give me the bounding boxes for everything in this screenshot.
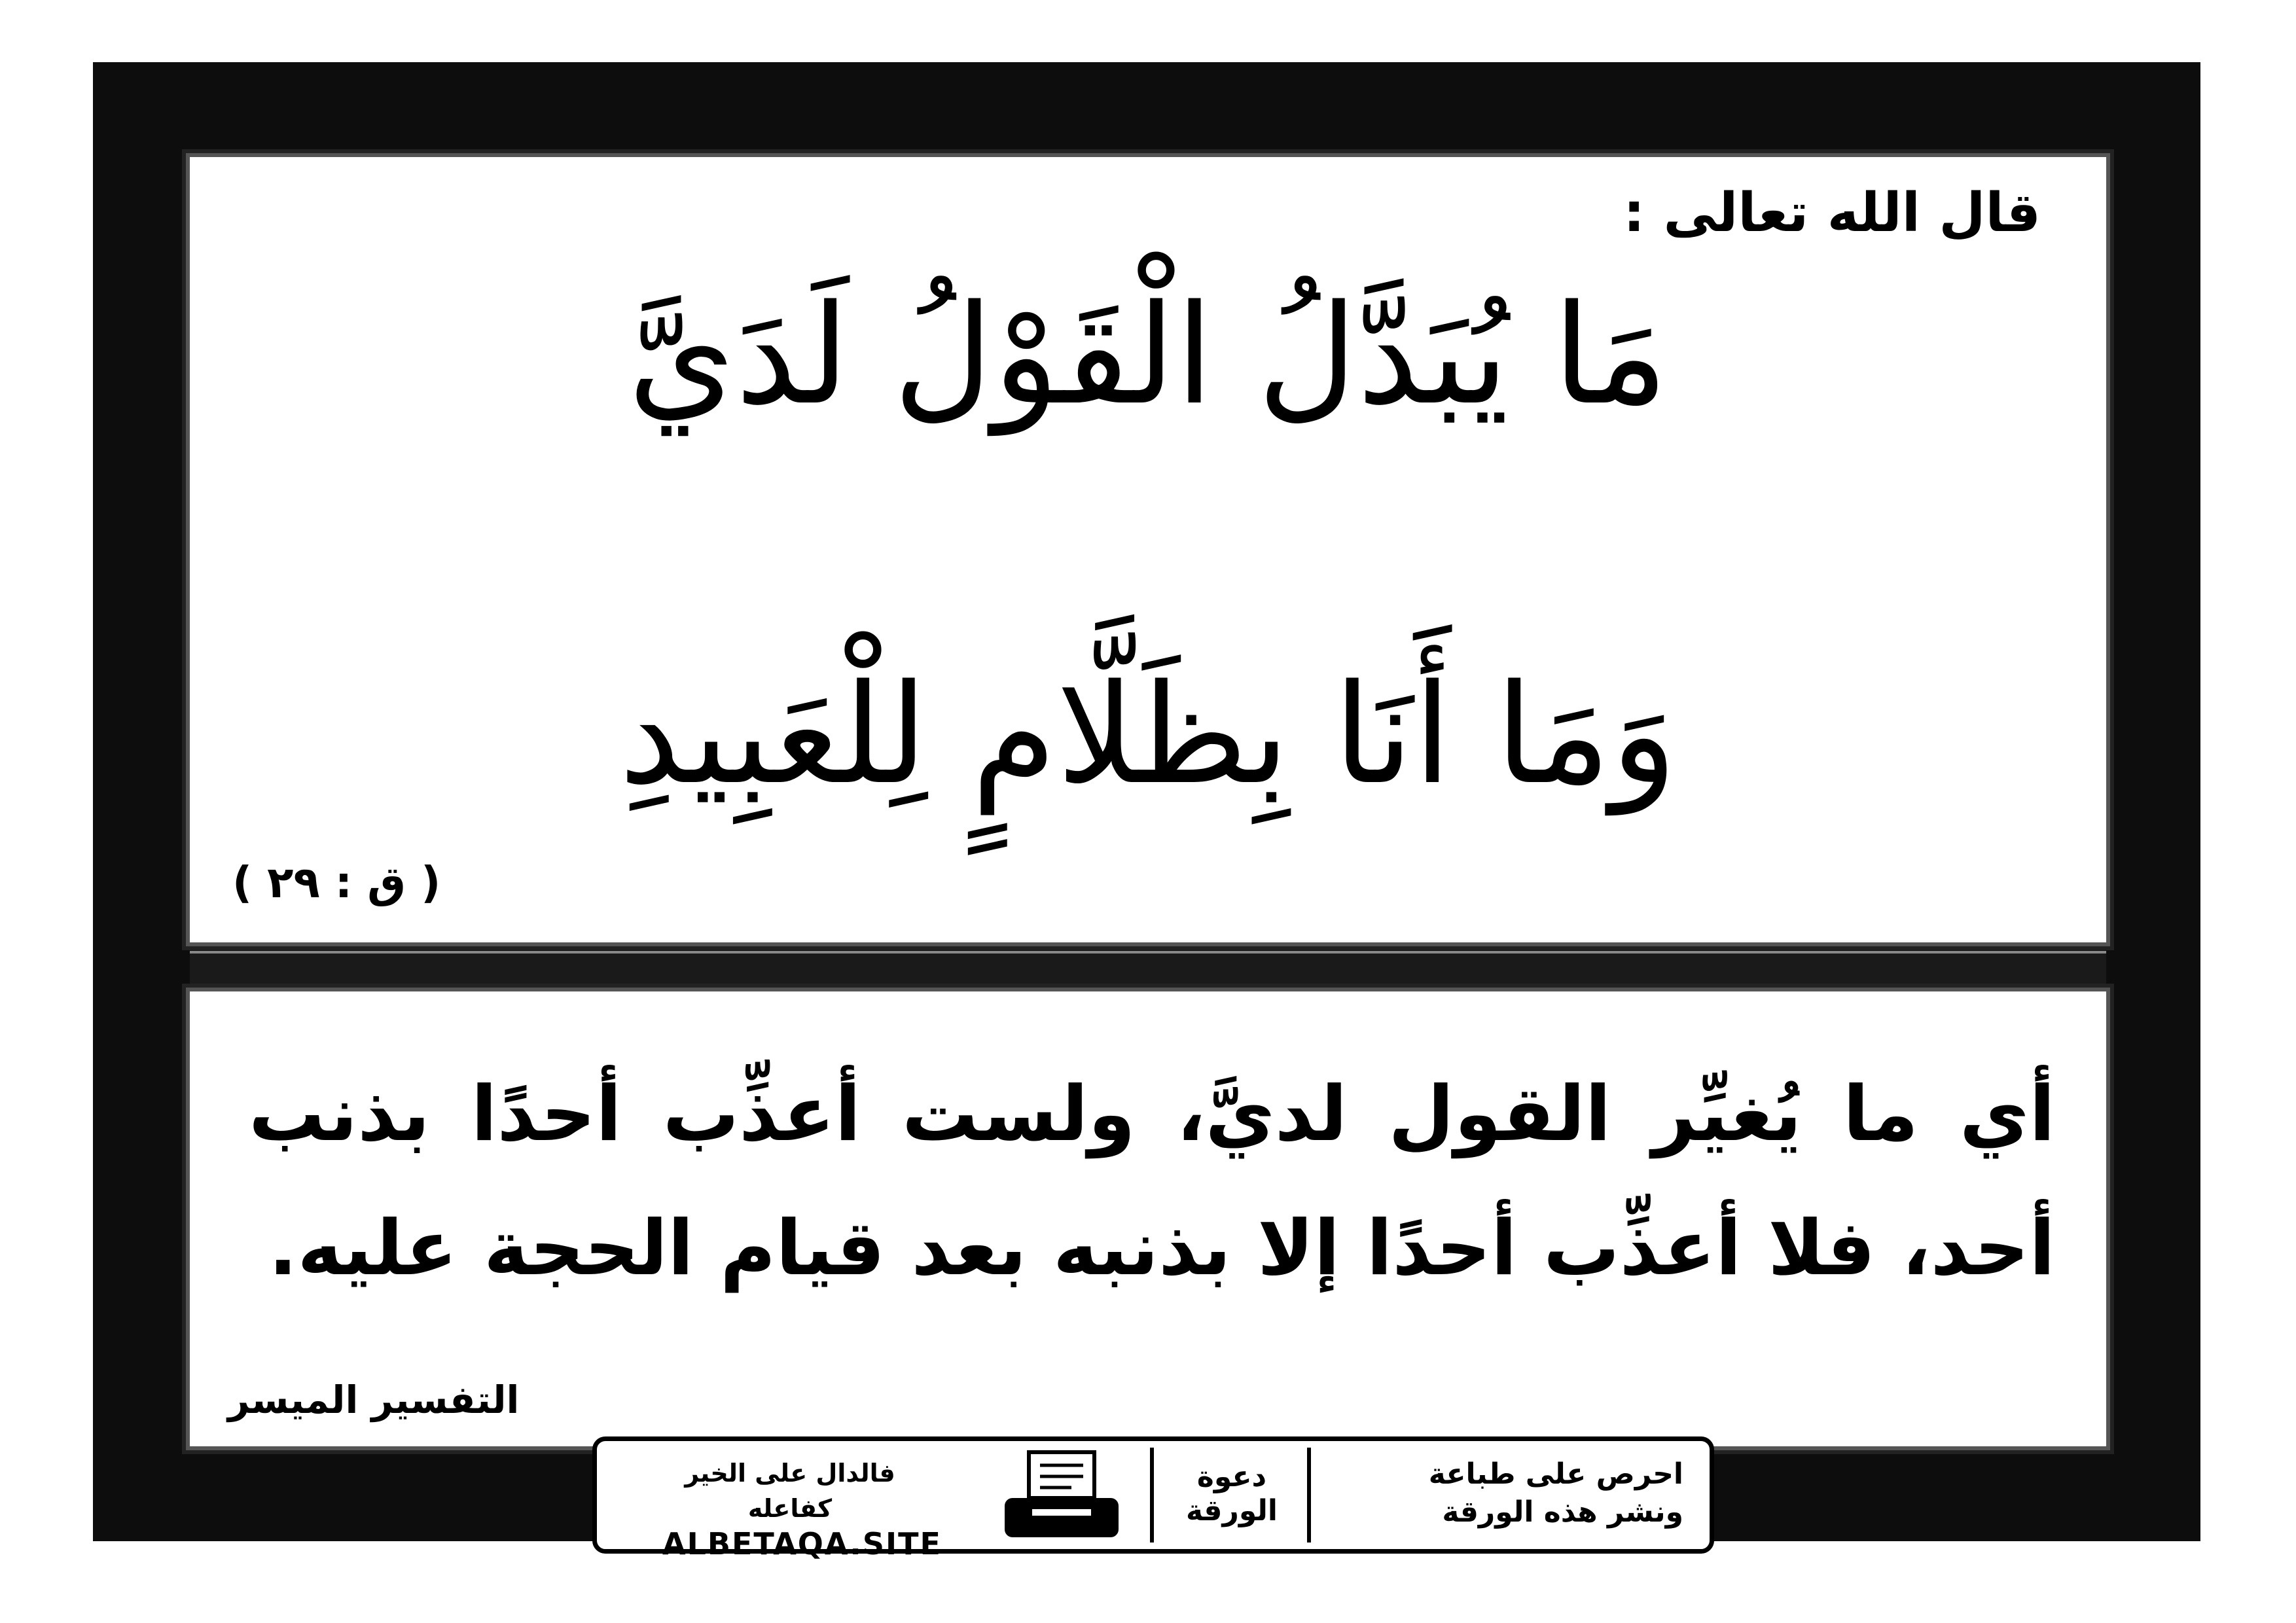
divider-bar [190, 951, 2106, 989]
footer-banner [592, 1436, 1714, 1561]
footer-print-note [1429, 1455, 1683, 1531]
footer-site-block [662, 1455, 942, 1561]
footer-print-line-2: ونشر هذه الورقة [1442, 1495, 1683, 1529]
site-link[interactable]: ALBETAQA.SITE [662, 1526, 942, 1561]
footer-separator [1307, 1448, 1311, 1543]
verse-line-2: وَمَا أَنَا بِظَلَّامٍ لِلْعَبِيدِ [619, 654, 1677, 815]
logo-line-1: دعوة [1196, 1460, 1267, 1493]
footer-separator [1150, 1448, 1154, 1543]
intro-heading: قال الله تعالى : [1623, 182, 2041, 244]
footer-proverb: فالدال على الخير كفاعله [685, 1459, 895, 1523]
tafsir-text: أي ما يُغيِّر القول لديَّ، ولست أعذِّب أحدًا بذنب أحد، فلا أعذِّب أحدًا إلا بذنبه بعد قيام الحجة عليه. [249, 1070, 2055, 1293]
source-label: التفسير الميسر [228, 1378, 520, 1422]
logo-line-2: الورقة [1186, 1494, 1278, 1527]
verse-reference: ( ق : ٢٩ ) [232, 857, 441, 908]
verse-line-1: مَا يُبَدَّلُ الْقَوْلُ لَدَيَّ [628, 275, 1668, 435]
printer-icon [999, 1449, 1124, 1541]
dawat-alwaraqa-logo [1166, 1445, 1297, 1543]
footer-print-line-1: احرص على طباعة [1428, 1457, 1683, 1491]
